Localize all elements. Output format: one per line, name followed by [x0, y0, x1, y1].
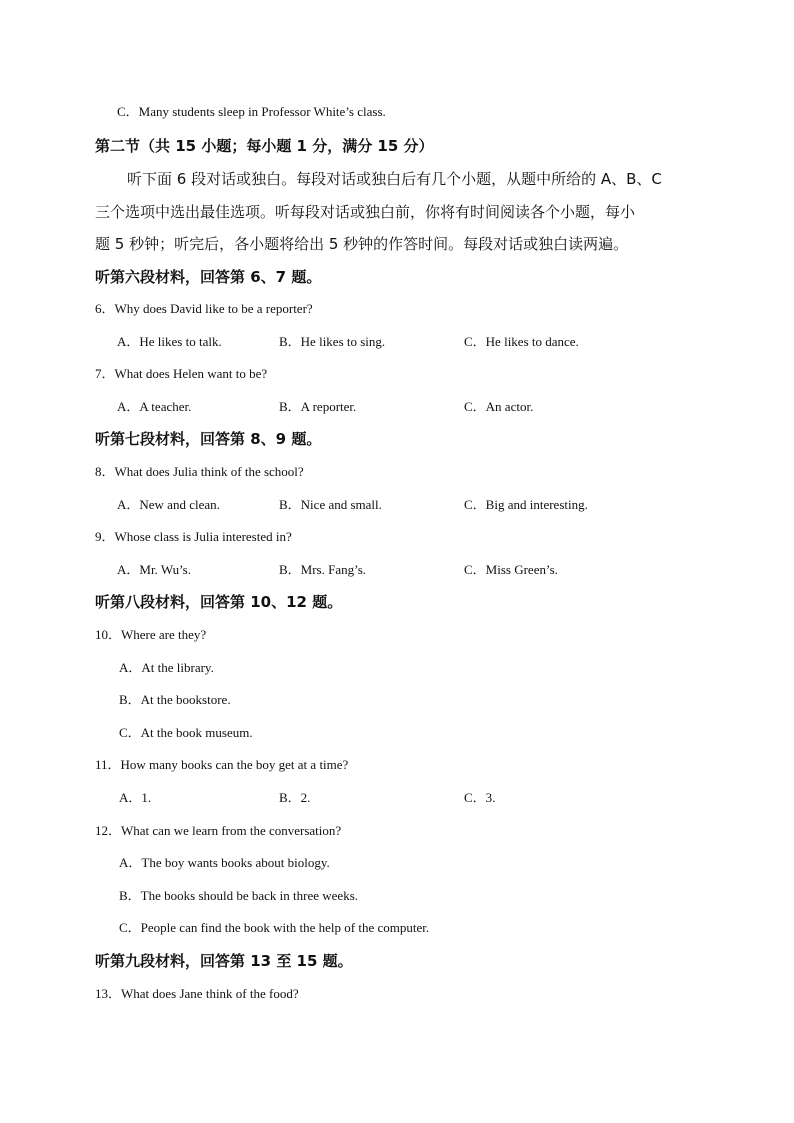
- instruction-line-2: 三个选项中选出最佳选项。听每段对话或独白前，你将有时间阅读各个小题，每小: [95, 203, 636, 221]
- option-a: A．A teacher.: [117, 399, 192, 414]
- option-c: C．3.: [464, 790, 496, 805]
- option-a: A．The boy wants books about biology.: [119, 855, 330, 870]
- group-heading: 听第九段材料，回答第 13 至 15 题。: [95, 952, 353, 970]
- option-a: A．1.: [119, 790, 152, 805]
- option-b: B．Mrs. Fang’s.: [279, 562, 367, 577]
- option-c: C．Miss Green’s.: [464, 562, 558, 577]
- option-c: C．He likes to dance.: [464, 334, 579, 349]
- option-b: B．He likes to sing.: [279, 334, 386, 349]
- option-c: C．An actor.: [464, 399, 534, 414]
- option-c: C．Big and interesting.: [464, 497, 588, 512]
- option-b: B．At the bookstore.: [119, 692, 231, 707]
- option-a: A．At the library.: [119, 660, 214, 675]
- instruction-line-1: 听下面 6 段对话或独白。每段对话或独白后有几个小题，从题中所给的 A、B、C: [127, 170, 662, 188]
- option-b: B．Nice and small.: [279, 497, 382, 512]
- question-stem: 8．What does Julia think of the school?: [95, 464, 304, 479]
- instruction-line-3: 题 5 秒钟；听完后，各小题将给出 5 秒钟的作答时间。每段对话或独白读两遍。: [95, 235, 629, 253]
- prev-option-c: C．Many students sleep in Professor White’s class.: [117, 104, 386, 119]
- option-a: A．New and clean.: [117, 497, 220, 512]
- option-b: B．2.: [279, 790, 311, 805]
- option-b: B．The books should be back in three weeks.: [119, 888, 359, 903]
- group-heading: 听第七段材料，回答第 8、9 题。: [95, 430, 322, 448]
- question-stem: 13．What does Jane think of the food?: [95, 986, 299, 1001]
- question-stem: 10．Where are they?: [95, 627, 207, 642]
- option-c: C．People can find the book with the help of the computer.: [119, 920, 430, 935]
- group-heading: 听第六段材料，回答第 6、7 题。: [95, 268, 322, 286]
- question-stem: 12．What can we learn from the conversation?: [95, 823, 342, 838]
- option-c: C．At the book museum.: [119, 725, 253, 740]
- question-stem: 11．How many books can the boy get at a time?: [95, 757, 349, 772]
- section-title: 第二节（共 15 小题；每小题 1 分，满分 15 分）: [95, 137, 434, 155]
- option-a: A．He likes to talk.: [117, 334, 222, 349]
- option-b: B．A reporter.: [279, 399, 357, 414]
- group-heading: 听第八段材料，回答第 10、12 题。: [95, 593, 343, 611]
- question-stem: 9．Whose class is Julia interested in?: [95, 529, 292, 544]
- question-stem: 7．What does Helen want to be?: [95, 366, 268, 381]
- question-stem: 6．Why does David like to be a reporter?: [95, 301, 313, 316]
- option-a: A．Mr. Wu’s.: [117, 562, 191, 577]
